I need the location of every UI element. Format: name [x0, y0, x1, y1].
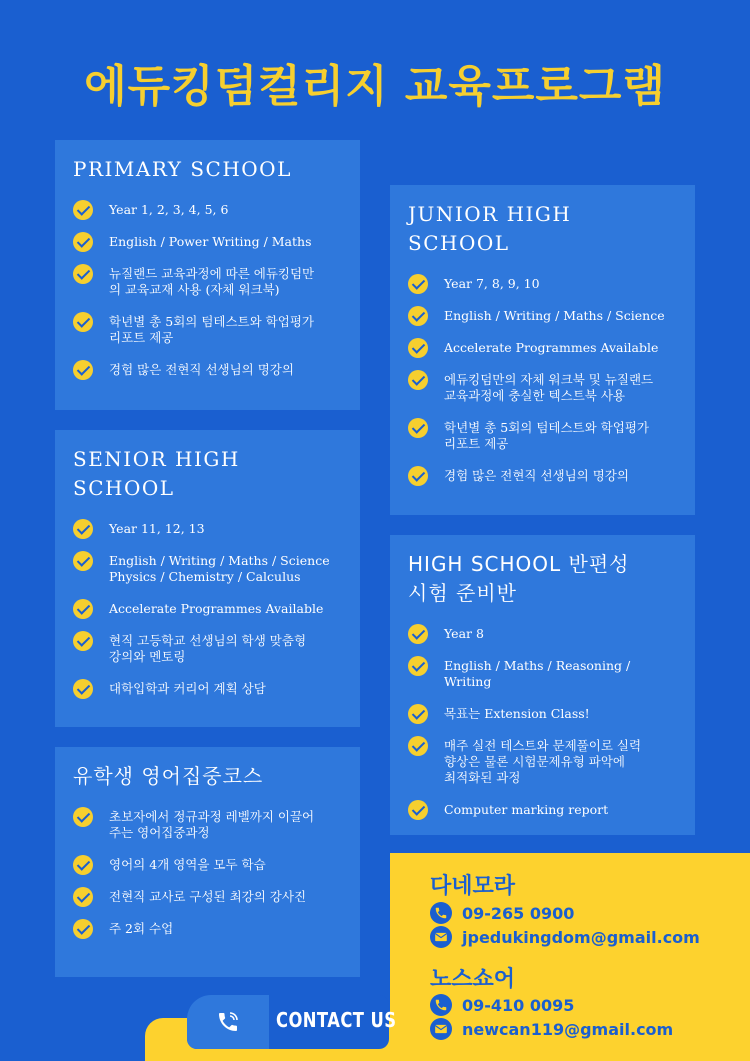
- branch-name-northshore: 노스쇼어: [430, 967, 516, 992]
- list-item: 매주 실전 테스트와 문제풀이로 실력 향상은 물론 시험문제유형 파악에 최적화된 과정: [408, 738, 677, 786]
- check-icon: [408, 466, 428, 486]
- card-heading: SENIOR HIGH SCHOOL: [73, 447, 240, 500]
- check-icon: [408, 418, 428, 438]
- check-icon: [408, 338, 428, 358]
- junior-high-card: [390, 185, 695, 515]
- check-icon: [73, 679, 93, 699]
- email-address: jpedukingdom@gmail.com: [462, 927, 700, 947]
- feature-list: [73, 202, 342, 378]
- list-item: 영어의 4개 영역을 모두 학습: [73, 857, 342, 873]
- feature-list: [73, 521, 342, 697]
- phone-icon: [430, 902, 452, 924]
- check-icon: [73, 551, 93, 571]
- check-icon: [408, 306, 428, 326]
- email-icon: [430, 926, 452, 948]
- check-icon: [73, 855, 93, 875]
- check-icon: [73, 360, 93, 380]
- check-icon: [73, 312, 93, 332]
- card-heading: PRIMARY SCHOOL: [73, 157, 292, 181]
- phone-icon: [430, 994, 452, 1016]
- email-icon: [430, 1018, 452, 1040]
- list-item: English / Power Writing / Maths: [73, 234, 342, 250]
- branch-2-phone[interactable]: [430, 994, 574, 1016]
- check-icon: [73, 631, 93, 651]
- intensive-english-card: [55, 747, 360, 977]
- email-address: newcan119@gmail.com: [462, 1019, 674, 1039]
- card-heading: JUNIOR HIGH SCHOOL: [408, 202, 572, 255]
- contact-us-label[interactable]: CONTACT US: [276, 1008, 397, 1032]
- phone-number: 09-265 0900: [462, 903, 575, 923]
- feature-list: [408, 276, 677, 484]
- list-item: 학년별 총 5회의 텀테스트와 학업평가 리포트 제공: [408, 420, 677, 452]
- list-item: 학년별 총 5회의 텀테스트와 학업평가 리포트 제공: [73, 314, 342, 346]
- check-icon: [408, 656, 428, 676]
- list-item: 초보자에서 정규과정 레벨까지 이끌어 주는 영어집중과정: [73, 809, 342, 841]
- list-item: Accelerate Programmes Available: [73, 601, 342, 617]
- list-item: 대학입학과 커리어 계획 상담: [73, 681, 342, 697]
- list-item: 전현직 교사로 구성된 최강의 강사진: [73, 889, 342, 905]
- branch-name-danemora: 다네모라: [430, 874, 516, 899]
- list-item: Year 8: [408, 626, 677, 642]
- senior-high-card: [55, 430, 360, 727]
- branch-1-email[interactable]: [430, 926, 700, 948]
- check-icon: [408, 800, 428, 820]
- check-icon: [408, 274, 428, 294]
- card-heading: HIGH SCHOOL 반편성 시험 준비반: [408, 552, 630, 605]
- check-icon: [73, 519, 93, 539]
- list-item: 에듀킹덤만의 자체 워크북 및 뉴질랜드 교육과정에 충실한 텍스트북 사용: [408, 372, 677, 404]
- phone-number: 09-410 0095: [462, 995, 575, 1015]
- list-item: English / Writing / Maths / Science: [408, 308, 677, 324]
- feature-list: [73, 809, 342, 937]
- phone-icon[interactable]: [187, 995, 269, 1049]
- list-item: Year 11, 12, 13: [73, 521, 342, 537]
- highschool-prep-card: [390, 535, 695, 835]
- branch-1-phone[interactable]: [430, 902, 574, 924]
- check-icon: [73, 919, 93, 939]
- check-icon: [408, 370, 428, 390]
- list-item: English / Maths / Reasoning / Writing: [408, 658, 677, 690]
- card-heading: 유학생 영어집중코스: [73, 764, 264, 788]
- list-item: 경험 많은 전현직 선생님의 명강의: [73, 362, 342, 378]
- list-item: Year 1, 2, 3, 4, 5, 6: [73, 202, 342, 218]
- check-icon: [408, 624, 428, 644]
- check-icon: [408, 736, 428, 756]
- check-icon: [73, 264, 93, 284]
- check-icon: [73, 887, 93, 907]
- check-icon: [73, 599, 93, 619]
- primary-school-card: [55, 140, 360, 410]
- check-icon: [408, 704, 428, 724]
- list-item: 주 2회 수업: [73, 921, 342, 937]
- list-item: 경험 많은 전현직 선생님의 명강의: [408, 468, 677, 484]
- list-item: Accelerate Programmes Available: [408, 340, 677, 356]
- check-icon: [73, 807, 93, 827]
- list-item: Year 7, 8, 9, 10: [408, 276, 677, 292]
- check-icon: [73, 200, 93, 220]
- feature-list: [408, 626, 677, 818]
- list-item: English / Writing / Maths / Science Physics / Chemistry / Calculus: [73, 553, 342, 585]
- list-item: 목표는 Extension Class!: [408, 706, 677, 722]
- check-icon: [73, 232, 93, 252]
- branch-2-email[interactable]: [430, 1018, 673, 1040]
- list-item: 뉴질랜드 교육과정에 따른 에듀킹덤만 의 교육교재 사용 (자체 워크북): [73, 266, 342, 298]
- list-item: Computer marking report: [408, 802, 677, 818]
- page-title: 에듀킹덤컬리지 교육프로그램: [84, 61, 666, 112]
- list-item: 현직 고등학교 선생님의 학생 맞춤형 강의와 멘토링: [73, 633, 342, 665]
